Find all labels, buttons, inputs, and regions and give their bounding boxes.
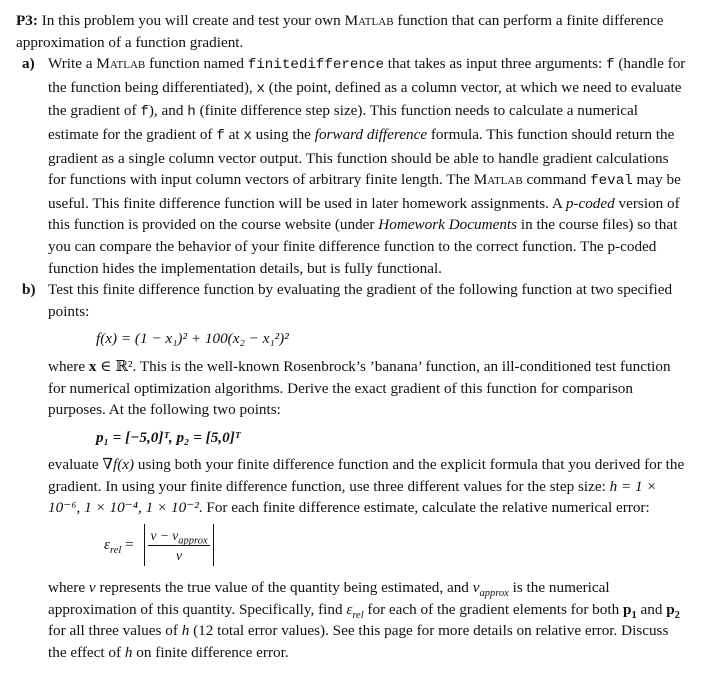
intro-text-2: function that can perform a finite difference approximation of a function gradient. [16, 12, 664, 51]
part-b-text-3: evaluate ∇f(x) using both your finite difference function and the explicit formula that you derived for the gradient. In using your finite difference function, use three different values for the step size: h = 1 × 10⁻⁶, 1 × 10⁻⁴, 1 × 10⁻². For each finite difference estimate, calculate the relative numerical error: [48, 456, 685, 517]
part-b-text-2: where x ∈ ℝ². This is the well-known Rosenbrock’s ’banana’ function, an ill-conditioned test function for numerical optimization algorithms. Derive the exact gradient of this function for comparison purposes. At the following two points: [48, 357, 671, 419]
matlab-word: Matlab [344, 12, 394, 29]
relative-error-equation: $\varepsilon_{rel}$ = $\frac{v - v_{approx}}{v}$ [48, 523, 686, 567]
function-name: finitedifference [247, 57, 384, 74]
part-b [16, 279, 686, 663]
problem-label: P3: [16, 12, 38, 29]
part-a [16, 53, 686, 279]
feval-command: feval [590, 173, 633, 190]
part-a-label: a) [22, 55, 35, 73]
part-b-text-1: Test this finite difference function by evaluating the gradient of the following function at two specified points: [48, 281, 673, 320]
problem-intro [16, 10, 686, 53]
points-equation: p₁ = [−5,0]ᵀ, p₂ = [5,0]ᵀ [96, 428, 241, 446]
intro-text: In this problem you will create and test your own [37, 12, 345, 29]
part-b-label: b) [22, 281, 36, 299]
part-b-text-4: where v represents the true value of the quantity being estimated, and $v_{approx}$ is the numerical approximation of this quantity. Specifically, find $\varepsilon_{rel}$ for each of the gradient elements for both $p_1$ and $p_2$ for all three values of h (12 total error values). See this page for more details on relative error. Discuss the effect of h on finite difference error. [48, 579, 680, 661]
part-a-text: Write a Matlab function named finitedifference that takes as input three arguments: f (handle for the function being differentiated), x (the point, defined as a column vector, at which we need to evaluate the gradient of f), and h (finite difference step size). This function needs to calculate a numerical estimate for the gradient of f at x using the forward difference formula. This function should return the gradient as a single column vector output. This function should be able to handle gradient calculations for functions with input column vectors of arbitrary finite length. The Matlab command feval may be useful. This finite difference function will be used in later homework assignments. A p-coded version of this function is provided on the course website (under Homework Documents in the course files) so that you can compare the behavior of your finite difference function to the correct function. The p-coded function hides the implementation details, but is fully functional. [48, 55, 686, 277]
rosenbrock-equation: f(x) = (1 − x₁)² + 100(x₂ − x₁²)² [96, 330, 289, 348]
